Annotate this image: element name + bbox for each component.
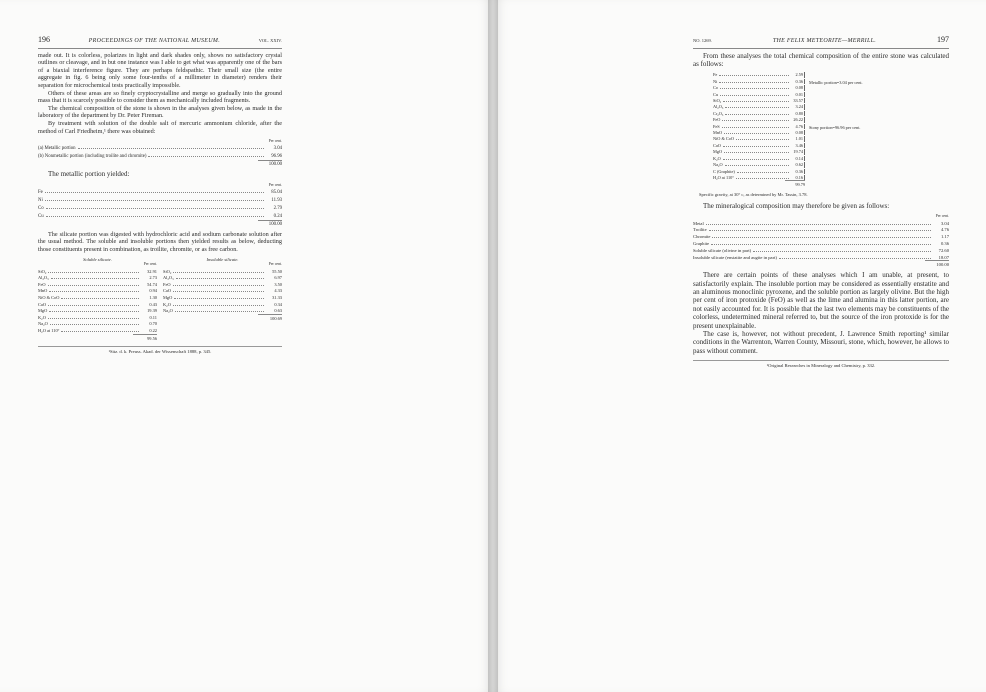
table-row: MnO 0.08 [713,130,803,136]
table-row: Graphite 0.36 [693,240,949,246]
table-row: SiO₂ 55.50 [163,268,282,274]
table-row: MgO 19.74 [713,149,803,155]
table-row: NiO & CoO 1.01 [713,136,803,142]
portions-table [38,138,282,168]
table-row: Na₂O 0.62 [713,162,803,168]
table-row: SiO₂ 33.57 [713,98,803,104]
table-row: CaO 0.43 [38,301,157,307]
left-text-column [38,36,282,355]
per-cent-header: Per cent. [268,182,282,187]
silicate-tables [38,257,282,342]
table-row: Cu 0.01 [713,91,803,97]
mineralogical-table [693,214,949,268]
analysis-notes [805,71,945,187]
table-row: Co 0.08 [713,85,803,91]
per-cent-header: Per cent. [268,262,282,267]
table-row: SiO₂ 32.91 [38,268,157,274]
table-row: Ni 11.93 [38,197,282,203]
right-plate-number: NO. 1269. [693,38,712,43]
table-row: Ni 0.36 [713,78,803,84]
table-row: K₂O 0.14 [713,155,803,161]
table-row: Cr₂O₃ 0.80 [713,110,803,116]
left-running-title: PROCEEDINGS OF THE NATIONAL MUSEUM. [88,38,221,44]
table-row: Soluble silicate (olivine in part) 72.60 [693,247,949,253]
table-row: MgO 31.33 [163,295,282,301]
specific-gravity-note: Specific gravity, at 30° c, as determined by Mr. Tassin, 3.78. [699,191,808,197]
left-paragraph-3: The chemical composition of the stone is shown in the analyses given below, as made in the laboratory of the department by Dr. Peter Fireman. [38,104,282,120]
left-running-head [38,36,282,49]
soluble-total: 99.56 [133,334,157,342]
analysis-list [713,71,805,187]
analysis-total: 99.79 [785,180,805,187]
table-row: Al₂O₃ 6.97 [163,275,282,281]
left-paragraph-4: By treatment with solution of the double salt of mercuric ammonium chloride, after the method of Carl Friedheim,¹ there was obtained: [38,119,282,135]
soluble-silicate-table [38,257,157,342]
right-paragraph-3: There are certain points of these analyses which I am unable, at present, to satisfactorily explain. The insoluble portion may be considered as essentially enstatite and an aluminous monoclinic pyroxene, and the soluble portion as largely olivine. But the high per cent of iron protoxide (FeO) as well as the lime and alumina in this latter portion, are not easily accounted for. It is possible that the last two elements may be constituents of the colorless, undetermined mineral referred to, but the source of the iron protoxide is for the present unexplainable. [693,271,949,330]
minerals-total: 100.00 [925,260,949,268]
per-cent-header: Per cent. [268,139,282,144]
book-gutter [488,0,498,692]
table-row: Al₂O₃ 2.73 [38,275,157,281]
table-row: Chromite 1.17 [693,234,949,240]
right-running-head [693,36,949,49]
table-row: Al₂O₃ 3.24 [713,104,803,110]
soluble-caption: Soluble silicate. [83,256,112,262]
table-row: CaO 3.46 [713,142,803,148]
table-row: Metal 3.04 [693,220,949,226]
metallic-portion-note: Metallic portion=3.04 per cent. [809,80,863,86]
right-text-column [693,36,949,369]
per-cent-header: Per cent. [935,213,949,218]
left-footnote: ¹Sitz. d. k. Preuss. Akad. der Wissenschaft 1888, p. 345. [38,346,282,355]
table-row: Troilite 4.76 [693,227,949,233]
table-row: NiO & CoO 1.30 [38,295,157,301]
metallic-heading: The metallic portion yielded: [48,170,130,179]
right-paragraph-4: The case is, however, not without precedent, J. Lawrence Smith reporting¹ similar conditions in the Warrenton, Warren County, Missouri, stone, which, however, he allows to pass without comment. [693,329,949,355]
table-row: FeO 26.22 [713,117,803,123]
table-row: Na₂O 0.63 [163,308,282,314]
table-row: FeS 4.76 [713,123,803,129]
right-paragraph-2: The mineralogical composition may therefore be given as follows: [703,202,890,211]
left-paragraph-1: made out. It is colorless, polarizes in light and dark shades only, shows no satisfactory crystal outlines or cleavage, and in but one instance was I able to get what was apparently one of the bars of a biaxial interference figure. They are perhaps feldspathic. Their small size (the entire aggregate in fig. 6 being only some four-tenths of a millimeter in diameter) renders their separation for microchemical tests practically impossible. [38,51,282,89]
right-running-title: THE FELIX METEORITE—MERRILL. [772,38,877,44]
metallic-total: 100.00 [258,220,282,228]
table-row: FeO 54.74 [38,281,157,287]
left-paragraph-2: Others of these areas are so finely cryptocrystalline and merge so gradually into the ground mass that it is scarcely possible to consider them as mechanically included fragments. [38,89,282,105]
table-row: CaO 4.33 [163,288,282,294]
table-row: K₂O 0.34 [163,301,282,307]
table-row: H₂O at 110° 0.16 [713,174,803,180]
table-row: (a) Metallic portion 3.04 [38,146,282,152]
stony-portion-note: Stony portion=96.96 per cent. [809,125,861,131]
right-paragraph-1: From these analyses the total chemical composition of the entire stone was calculated as follows: [693,51,949,68]
right-footnote: ¹Original Researches in Mineralogy and Chemistry, p. 332. [693,360,949,369]
left-paragraph-5: The silicate portion was digested with hydrochloric acid and sodium carbonate solution after the usual method. The soluble and insoluble portions then yielded results as below, deducting those constituents present in combination, as troilite, chromite, or as free carbon. [38,230,282,253]
insoluble-silicate-table [163,257,282,342]
table-row: MgO 19.39 [38,308,157,314]
table-row: FeO 3.50 [163,281,282,287]
insoluble-caption: Insoluble silicate. [206,256,239,262]
table-row: H₂O at 110° 0.22 [38,328,157,334]
right-page [493,0,986,692]
table-row: Fe 85.04 [38,189,282,195]
total-analysis-table [713,71,949,187]
table-row: Fe 2.59 [713,72,803,78]
left-volume: VOL. XXIV. [258,38,282,43]
table-row: Co 2.79 [38,205,282,211]
left-page-number: 196 [38,35,50,44]
portions-total: 100.00 [258,160,282,168]
right-page-number: 197 [936,35,949,44]
per-cent-header: Per cent. [143,262,157,267]
table-row: (b) Nonmetallic portion (including troilite and chromite) 96.96 [38,154,282,160]
table-row: MnO 0.94 [38,288,157,294]
insoluble-total: 100.69 [258,314,282,322]
table-row: C (Graphite) 0.36 [713,168,803,174]
table-row: K₂O 0.11 [38,314,157,320]
table-row: Cu 0.24 [38,213,282,219]
metallic-table [38,182,282,228]
table-row: Na₂O 0.70 [38,321,157,327]
table-row: Insoluble silicate (enstatite and augite in part) 18.07 [693,254,949,260]
